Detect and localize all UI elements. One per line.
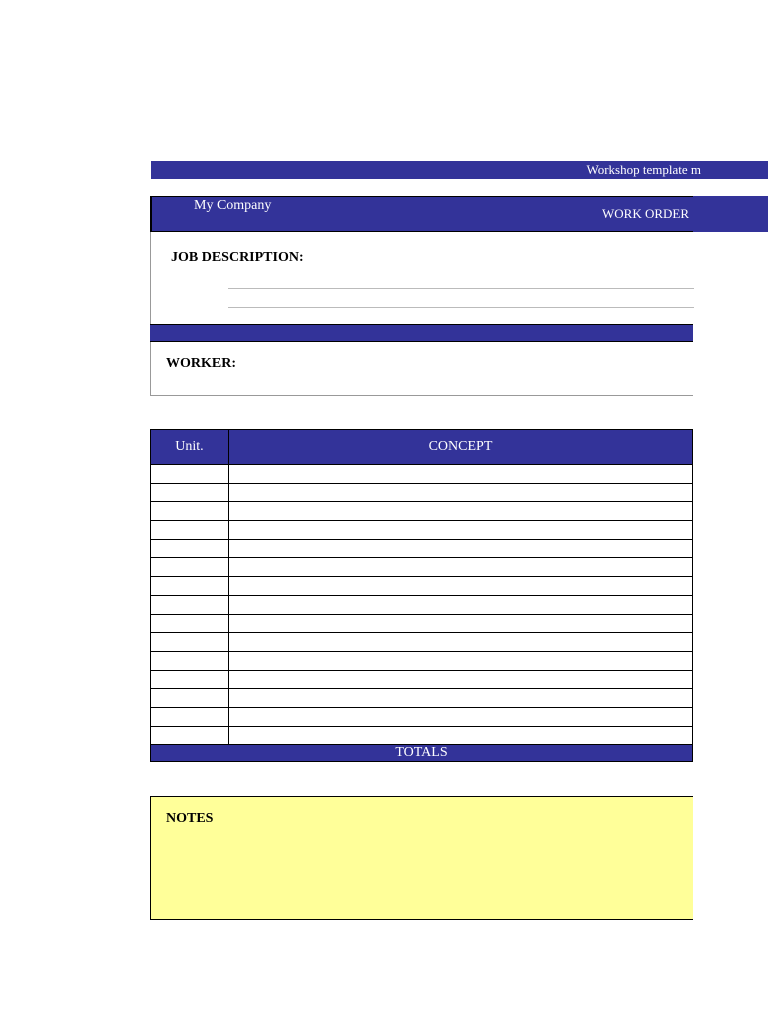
unit-cell[interactable] <box>151 707 229 726</box>
worker-label: WORKER: <box>166 356 236 371</box>
concept-cell[interactable] <box>229 502 693 521</box>
totals-row: TOTALS <box>150 744 693 762</box>
table-row <box>151 633 693 652</box>
unit-cell[interactable] <box>151 614 229 633</box>
unit-cell[interactable] <box>151 502 229 521</box>
section-divider <box>150 324 693 342</box>
table-row <box>151 539 693 558</box>
unit-cell[interactable] <box>151 726 229 745</box>
table-row <box>151 502 693 521</box>
concept-cell[interactable] <box>229 689 693 708</box>
column-header-unit: Unit. <box>151 430 229 465</box>
unit-cell[interactable] <box>151 539 229 558</box>
unit-cell[interactable] <box>151 670 229 689</box>
unit-cell[interactable] <box>151 577 229 596</box>
concept-cell[interactable] <box>229 595 693 614</box>
notes-section[interactable] <box>150 796 693 920</box>
concept-cell[interactable] <box>229 483 693 502</box>
column-header-concept: CONCEPT <box>229 430 693 465</box>
unit-cell[interactable] <box>151 689 229 708</box>
concept-cell[interactable] <box>229 651 693 670</box>
table-row <box>151 670 693 689</box>
unit-cell[interactable] <box>151 465 229 484</box>
table-row <box>151 595 693 614</box>
items-table <box>150 429 693 745</box>
work-order-title: WORK ORDER <box>602 206 690 221</box>
job-description-label: JOB DESCRIPTION: <box>171 250 304 265</box>
template-title: Workshop template m <box>586 162 701 177</box>
concept-cell[interactable] <box>229 707 693 726</box>
table-row <box>151 651 693 670</box>
unit-cell[interactable] <box>151 651 229 670</box>
unit-cell[interactable] <box>151 633 229 652</box>
notes-label: NOTES <box>166 811 214 826</box>
table-row <box>151 483 693 502</box>
job-description-line[interactable] <box>228 288 694 289</box>
worker-section <box>150 342 693 396</box>
concept-cell[interactable] <box>229 633 693 652</box>
concept-cell[interactable] <box>229 465 693 484</box>
unit-cell[interactable] <box>151 595 229 614</box>
unit-cell[interactable] <box>151 483 229 502</box>
table-row <box>151 558 693 577</box>
job-description-line[interactable] <box>228 307 694 308</box>
table-row <box>151 726 693 745</box>
concept-cell[interactable] <box>229 521 693 540</box>
table-row <box>151 577 693 596</box>
unit-cell[interactable] <box>151 558 229 577</box>
unit-cell[interactable] <box>151 521 229 540</box>
concept-cell[interactable] <box>229 558 693 577</box>
concept-cell[interactable] <box>229 670 693 689</box>
job-description-section <box>150 232 693 324</box>
table-header-row <box>151 430 693 465</box>
table-row <box>151 614 693 633</box>
concept-cell[interactable] <box>229 614 693 633</box>
company-name: My Company <box>194 198 272 213</box>
concept-cell[interactable] <box>229 539 693 558</box>
table-row <box>151 465 693 484</box>
concept-cell[interactable] <box>229 577 693 596</box>
table-row <box>151 707 693 726</box>
table-row <box>151 689 693 708</box>
work-order-band <box>693 196 768 232</box>
concept-cell[interactable] <box>229 726 693 745</box>
template-title-bar <box>151 161 768 179</box>
table-row <box>151 521 693 540</box>
